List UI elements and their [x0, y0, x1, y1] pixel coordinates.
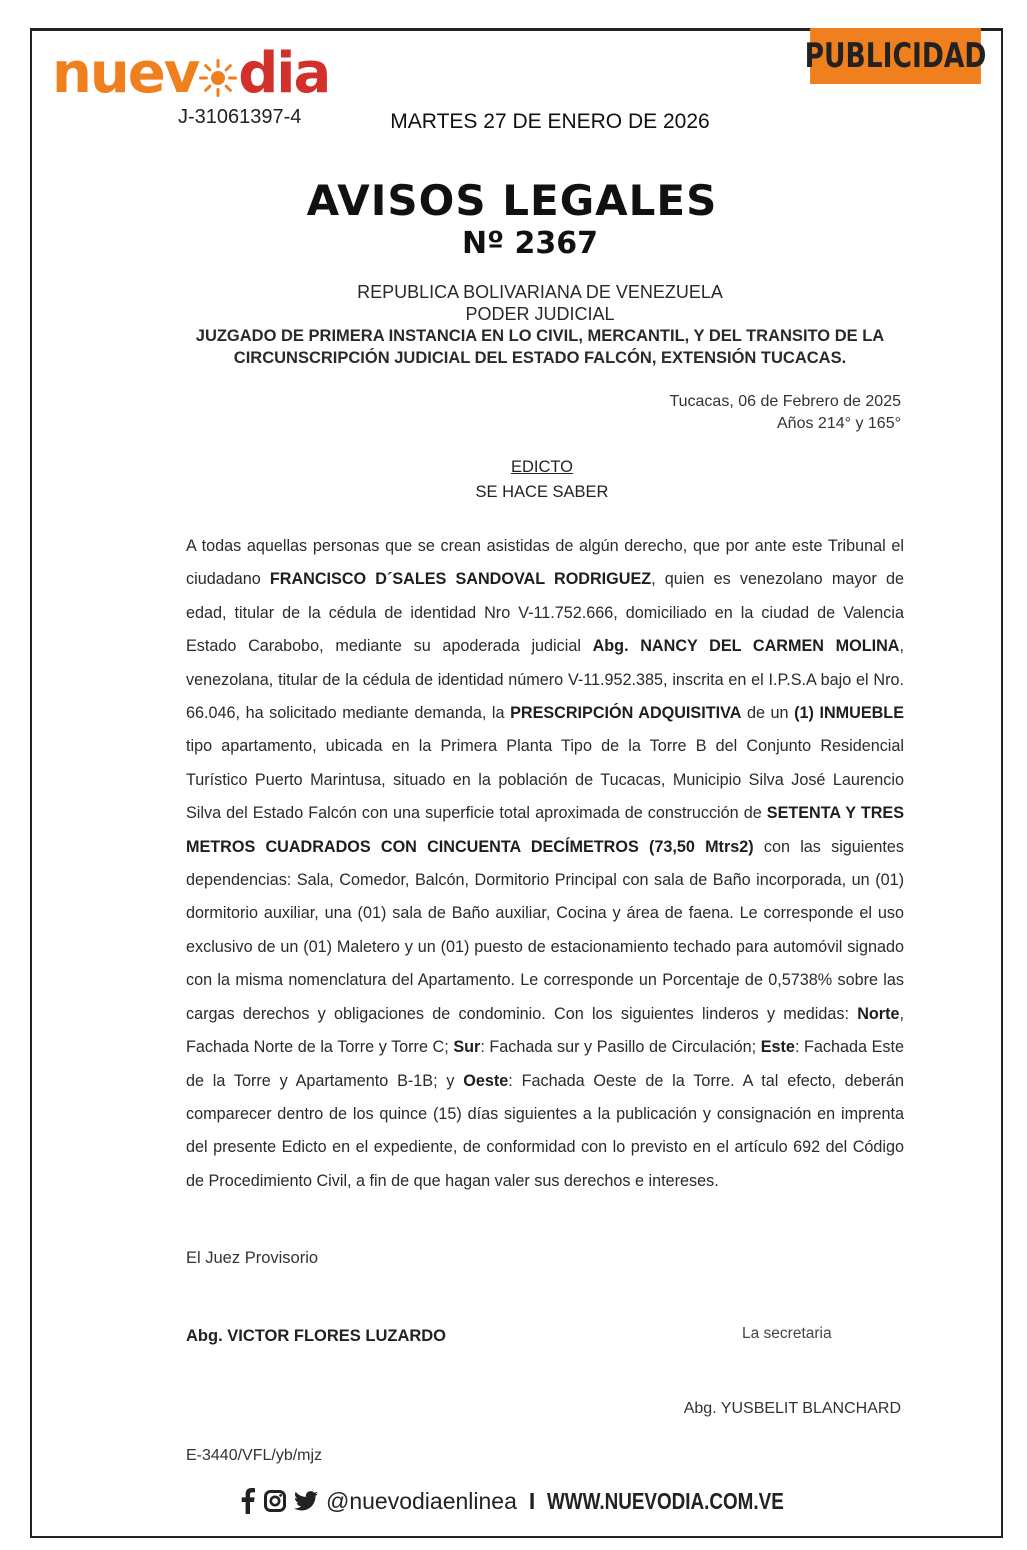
body-bold-9: Oeste	[463, 1071, 509, 1090]
page-title: AVISOS LEGALES	[306, 176, 718, 225]
sun-icon	[198, 46, 238, 102]
body-text-6: con las siguientes dependencias: Sala, Comedor, Balcón, Dormitorio Principal con sala de Baño incorporada, un (01) dormitorio auxiliar, una (01) sala de Baño auxiliar, Cocina y área de faena. Le corresponde el uso exclusivo de un (01) Maletero y un (01) puesto de estacionamiento techado para automóvil signado con la misma nomenclatura del Apartamento. Le corresponde un Porcentaje de 0,5738% sobre las cargas derechos y obligaciones de condominio. Con los siguientes linderos y medidas:	[186, 837, 904, 1023]
website-link[interactable]: WWW.NUEVODIA.COM.VE	[547, 1487, 785, 1514]
court-line-court: JUZGADO DE PRIMERA INSTANCIA EN LO CIVIL, MERCANTIL, Y DEL TRANSITO DE LA	[195, 327, 885, 345]
facebook-icon[interactable]	[240, 1488, 256, 1514]
body-text-8: : Fachada sur y Pasillo de Circulación;	[480, 1038, 761, 1057]
body-bold-2: Abg. NANCY DEL CARMEN MOLINA	[592, 637, 900, 656]
judge-label: El Juez Provisorio	[186, 1249, 319, 1267]
body-bold-5: SETENTA Y TRES METROS CUADRADOS CON CINCUENTA DECÍMETROS (73,50 Mtrs2)	[186, 804, 904, 856]
body-bold-1: FRANCISCO D´SALES SANDOVAL RODRIGUEZ	[269, 570, 652, 589]
logo-prefix: nuev	[52, 41, 199, 106]
rif-number: J-31061397-4	[178, 106, 302, 128]
place-date: Tucacas, 06 de Febrero de 2025	[669, 393, 901, 410]
social-handle[interactable]: @nuevodiaenlinea	[326, 1487, 517, 1514]
nuevodia-logo	[52, 41, 330, 106]
notice-number: Nº 2367	[462, 226, 598, 261]
court-line-branch: PODER JUDICIAL	[465, 304, 615, 324]
twitter-icon[interactable]	[294, 1491, 318, 1511]
body-bold-3: PRESCRIPCIÓN ADQUISITIVA	[510, 704, 742, 723]
body-bold-8: Este	[760, 1038, 795, 1057]
body-bold-6: Norte	[857, 1004, 900, 1023]
footer-social	[240, 1484, 810, 1518]
secretary-name: Abg. YUSBELIT BLANCHARD	[683, 1400, 901, 1417]
court-line-country: REPUBLICA BOLIVARIANA DE VENEZUELA	[357, 282, 723, 302]
body-text-7: , Fachada Norte de la Torre y Torre C;	[186, 1004, 904, 1057]
secretary-label: La secretaria	[742, 1325, 832, 1342]
logo-suffix: dia	[238, 41, 330, 106]
body-text-9: : Fachada Este de la Torre y Apartamento B-1B; y	[186, 1038, 904, 1090]
instagram-icon[interactable]	[264, 1490, 286, 1512]
years-line: Años 214° y 165°	[777, 415, 901, 432]
body-text-1: A todas aquellas personas que se crean asistidas de algún derecho, que por ante este Tribunal el ciudadano	[186, 537, 904, 589]
body-text-4: de un	[741, 704, 795, 723]
edicto-heading: EDICTO	[510, 458, 574, 476]
se-hace-saber-heading: SE HACE SABER	[475, 483, 609, 501]
body-bold-4: (1) INMUEBLE	[794, 704, 904, 723]
body-text-3: , venezolana, titular de la cédula de identidad número V-11.952.385, inscrita en el I.P.S.A bajo el Nro. 66.046, ha solicitado mediante demanda, la	[186, 637, 904, 723]
publication-date: MARTES 27 DE ENERO DE 2026	[390, 110, 710, 133]
body-text-5: tipo apartamento, ubicada en la Primera Planta Tipo de la Torre B del Conjunto Residencial Turístico Puerto Marintusa, situado en la población de Tucacas, Municipio Silva José Laurencio Silva del Estado Falcón con una superficie total aproximada de construcción de	[186, 737, 904, 823]
body-text-10: : Fachada Oeste de la Torre. A tal efecto, deberán comparecer dentro de los quince (15) días siguientes a la publicación y consignación en imprenta del presente Edicto en el expediente, de conformidad con lo previsto en el artículo 692 del Código de Procedimiento Civil, a fin de que hagan valer sus derechos e intereses.	[186, 1071, 904, 1190]
judge-name: Abg. VICTOR FLORES LUZARDO	[186, 1327, 447, 1345]
footer-separator: I	[528, 1487, 536, 1514]
body-text-2: , quien es venezolano mayor de edad, titular de la cédula de identidad Nro V-11.752.666, domiciliado en la ciudad de Valencia Estado Carabobo, mediante su apoderada judicial	[186, 570, 904, 656]
court-line-jurisdiction: CIRCUNSCRIPCIÓN JUDICIAL DEL ESTADO FALCÓN, EXTENSIÓN TUCACAS.	[233, 349, 847, 367]
section-badge: PUBLICIDAD	[810, 28, 981, 84]
body-bold-7: Sur	[453, 1038, 481, 1057]
case-reference: E-3440/VFL/yb/mjz	[186, 1447, 323, 1464]
edict-body	[186, 530, 904, 1198]
